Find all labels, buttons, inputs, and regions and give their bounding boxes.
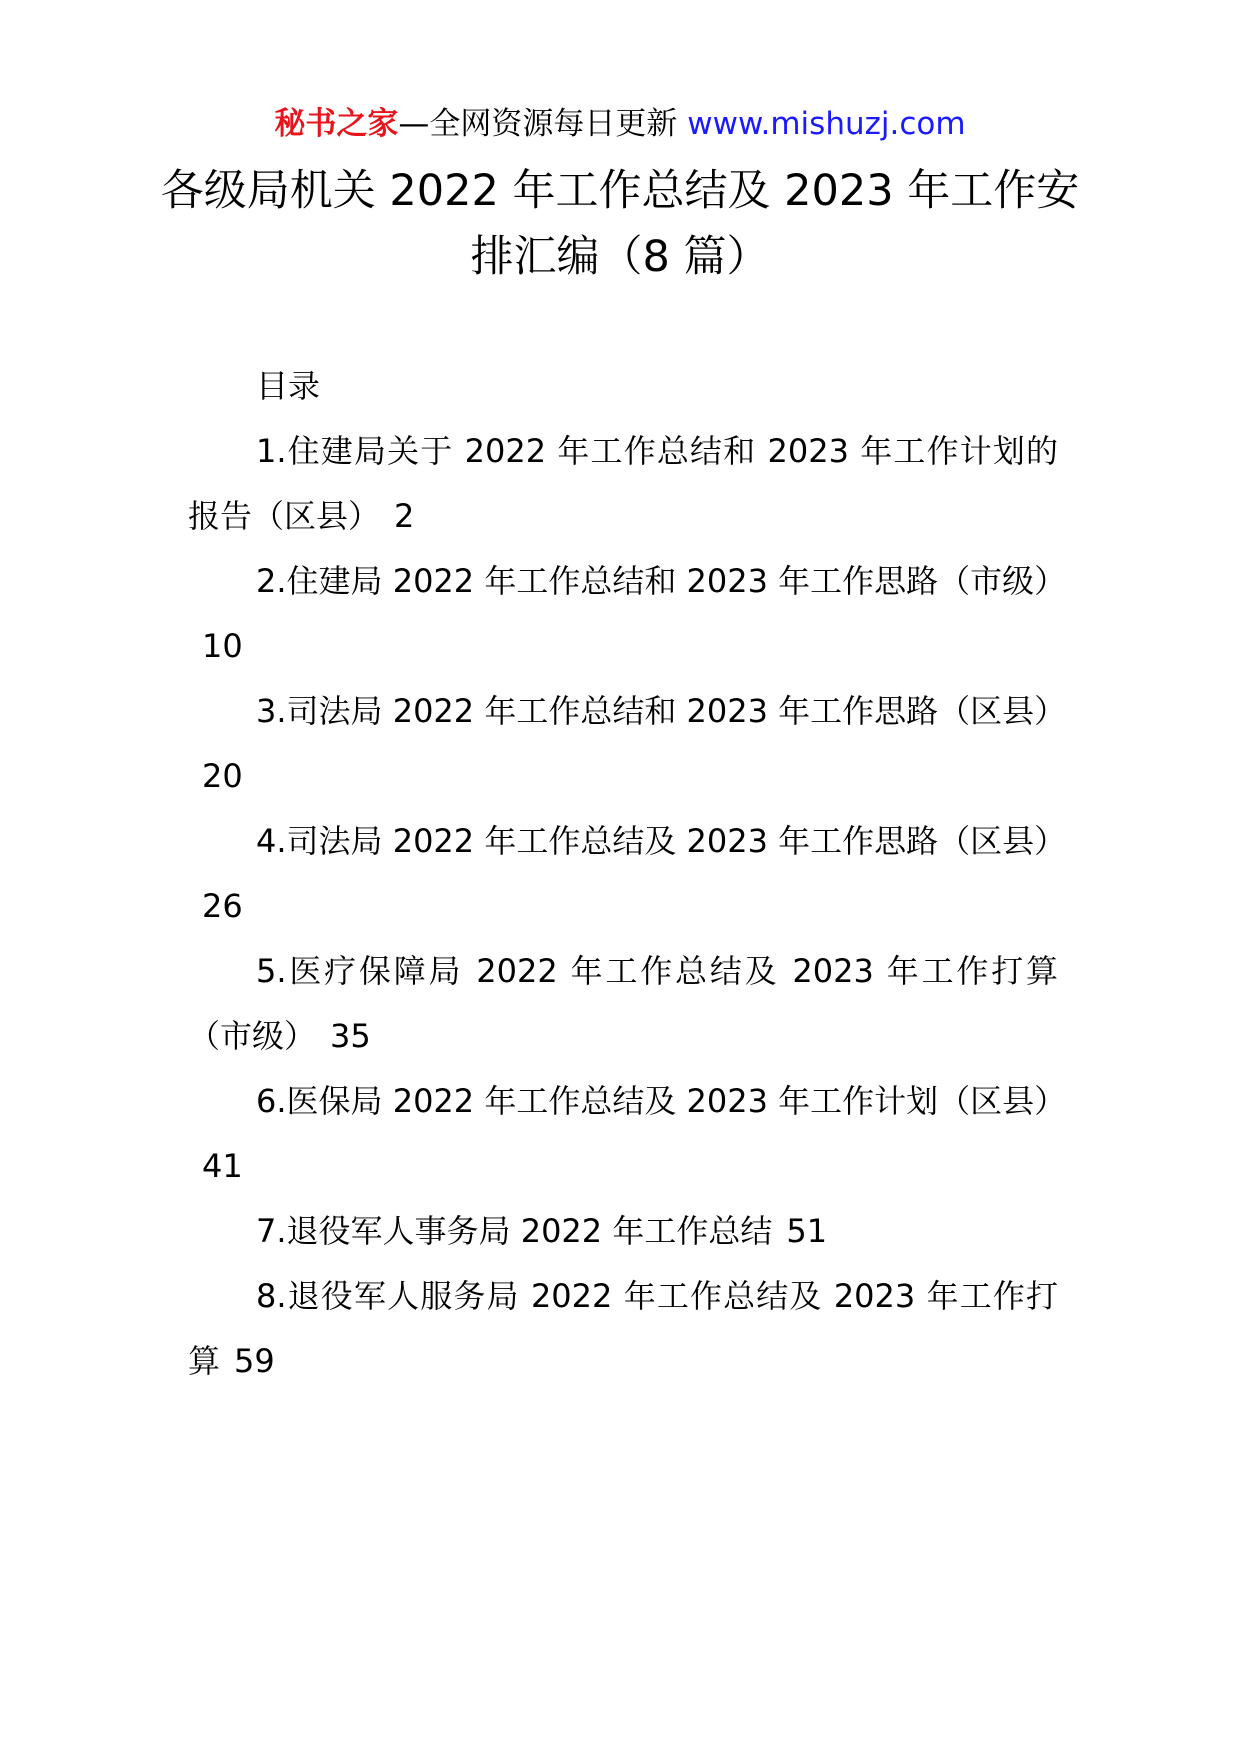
toc-page-number: 20 (202, 757, 243, 795)
toc-entry-text: 5.医疗保障局 2022 年工作总结及 2023 年工作打算（市级） (188, 952, 1058, 1055)
toc-entry-text: 3.司法局 2022 年工作总结和 2023 年工作思路（区县） (256, 692, 1067, 730)
toc-list (188, 419, 1067, 1394)
site-header (0, 98, 1240, 150)
toc-page-number: 10 (202, 627, 243, 665)
toc-entry-text: 6.医保局 2022 年工作总结及 2023 年工作计划（区县） (256, 1082, 1067, 1120)
table-of-contents (188, 354, 1067, 1394)
toc-entry-2[interactable] (188, 549, 1067, 679)
site-url-link[interactable]: www.mishuzj.com (687, 106, 966, 142)
document-title: 各级局机关 2022 年工作总结及 2023 年工作安排汇编（8 篇） (160, 166, 1080, 282)
brand-name: 秘书之家 (274, 106, 399, 142)
toc-entry-text: 1.住建局关于 2022 年工作总结和 2023 年工作计划的报告（区县） (188, 432, 1058, 535)
toc-entry-6[interactable] (188, 1069, 1067, 1199)
toc-entry-4[interactable] (188, 809, 1067, 939)
toc-entry-text: 8.退役军人服务局 2022 年工作总结及 2023 年工作打算 (188, 1277, 1058, 1380)
toc-entry-text: 4.司法局 2022 年工作总结及 2023 年工作思路（区县） (256, 822, 1067, 860)
toc-entry-text: 7.退役军人事务局 2022 年工作总结 (256, 1212, 773, 1250)
toc-page-number: 41 (202, 1147, 243, 1185)
toc-page-number: 51 (786, 1212, 828, 1250)
toc-page-number: 59 (234, 1342, 275, 1380)
toc-entry-7[interactable] (188, 1199, 1058, 1264)
toc-page-number: 2 (394, 497, 415, 535)
toc-entry-1[interactable] (188, 419, 1058, 549)
toc-entry-5[interactable] (188, 939, 1058, 1069)
toc-entry-3[interactable] (188, 679, 1067, 809)
toc-page-number: 26 (202, 887, 243, 925)
toc-entry-text: 2.住建局 2022 年工作总结和 2023 年工作思路（市级） (256, 562, 1067, 600)
toc-heading: 目录 (256, 367, 321, 405)
toc-entry-8[interactable] (188, 1264, 1058, 1394)
header-tagline: —全网资源每日更新 (398, 106, 678, 142)
toc-page-number: 35 (330, 1017, 371, 1055)
